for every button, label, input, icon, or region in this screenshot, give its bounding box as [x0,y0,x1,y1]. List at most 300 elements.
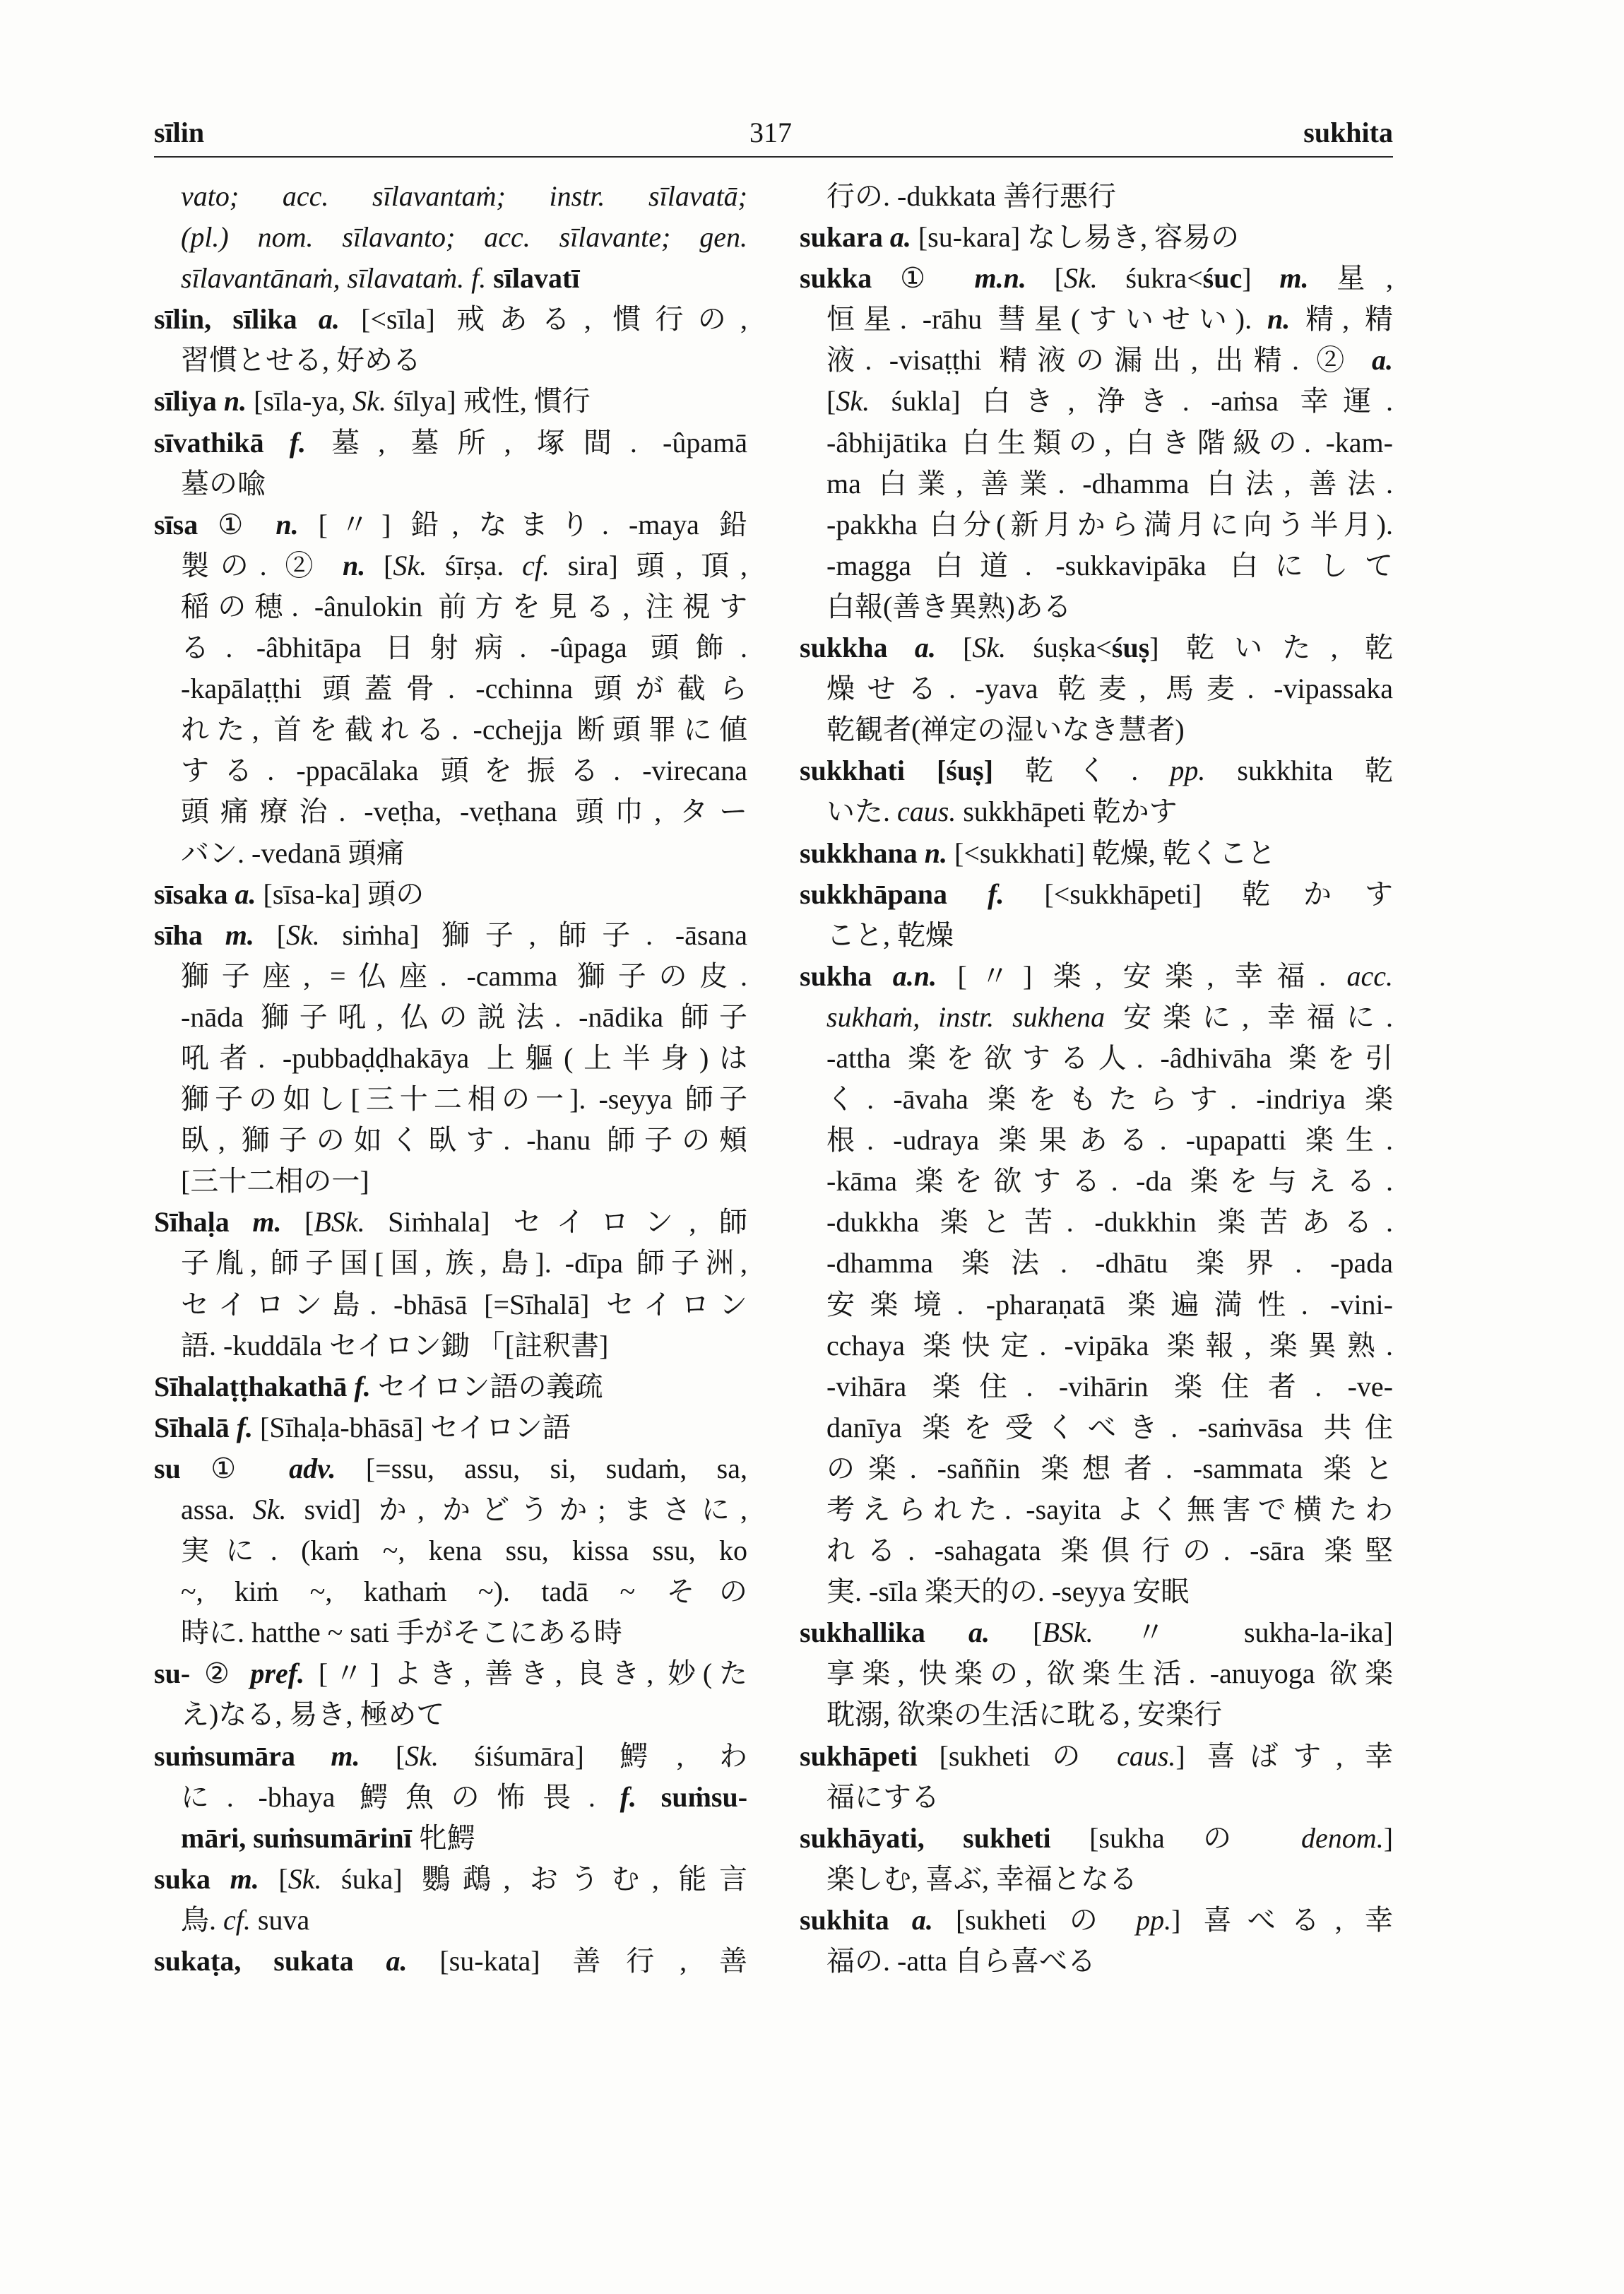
definition-text: 乾く. [993,755,1170,787]
entry-line [154,1120,747,1161]
italic-text: caus. [1117,1739,1176,1772]
definition-text: [sīsa-ka] 頭の [256,877,425,910]
headword: suṁsumāra [154,1739,331,1772]
entry-line [800,1859,1393,1900]
entry-line [154,1202,747,1243]
definition-text: [〃] 楽, 安楽, 幸福. [937,959,1347,992]
definition-text: cchaya 楽快定. -vipāka 楽報, 楽異熟. [826,1329,1393,1361]
definition-text: [sukheti の [917,1739,1118,1772]
right-column [800,176,1393,1982]
entry-line [154,1694,747,1735]
entry-line [800,627,1393,668]
definition-text: [ [935,632,973,664]
headword: suka [154,1862,230,1895]
entry-line [154,956,747,997]
running-head-left: sīlin [154,117,205,148]
italic-text: pp. [1136,1903,1172,1936]
headword: sukhita [800,1903,912,1936]
definition-text: [ [254,918,286,951]
definition-text: 考えられた. -sayita よく無害で横たわ [826,1494,1393,1525]
definition-text: 墓の喩 [181,467,266,499]
entry-line [800,1941,1393,1982]
definition-text: -nāda 獅子吼, 仏の説法. -nādika 師子 [181,1000,747,1033]
dictionary-entry [154,504,747,874]
part-of-speech: f. [354,1370,371,1402]
definition-text: 燥せる. -yava 乾麦, 馬麦. -vipassaka [826,673,1393,705]
dictionary-entry [800,874,1393,956]
entry-line [154,833,747,874]
definition-text: 福の. -atta 自ら喜べる [826,1945,1096,1977]
part-of-speech: a. [318,303,340,336]
definition-text: ] 乾いた, 乾 [1149,632,1393,664]
dictionary-entry [800,956,1393,1613]
headword: sukha [800,959,893,992]
entry-line [154,997,747,1038]
definition-text: -dukkha 楽と苦. -dukkhin 楽苦ある. [826,1206,1393,1238]
dictionary-entry [154,1448,747,1653]
entry-line [154,1038,747,1079]
entry-line [154,791,747,832]
entry-line [154,1161,747,1202]
dictionary-entry [800,1736,1393,1818]
definition-text: 享楽, 快楽の, 欲楽生活. -anuyoga 欲楽 [826,1657,1393,1690]
definition-text [636,1781,661,1813]
headword: sīha [154,918,225,951]
definition-text: 実に. (kaṁ ~, kena ssu, kissa ssu, ko [181,1535,747,1567]
headword: sīsa [154,508,218,540]
entry-line [800,1818,1393,1859]
dictionary-entry [154,1366,747,1407]
definition-text: いた. [826,796,897,828]
definition-text: suva [250,1903,310,1936]
entry-line [154,176,747,217]
part-of-speech: n. [275,508,299,540]
headword: sīsaka [154,877,235,910]
definition-text: assa. [181,1494,253,1525]
entry-line [800,1530,1393,1571]
headword: Sīhalaṭṭhakathā [154,1370,355,1402]
definition-text: [ [365,549,393,581]
definition-text: 安楽境. -pharaṇatā 楽遍満性. -vini- [826,1288,1393,1320]
entry-line [154,258,747,299]
definition-text: śukra< [1097,262,1203,295]
entry-line [800,1571,1393,1612]
entry-line [800,1243,1393,1284]
header-rule [154,156,1393,158]
part-of-speech: a. [889,221,911,254]
entry-line [154,1325,747,1366]
entry-line [154,1653,747,1694]
definition-text: [<sukkhati] 乾燥, 乾くこと [947,836,1276,869]
entry-line [154,874,747,915]
definition-text: -kapālaṭṭhi 頭蓋骨. -cchinna 頭が截ら [181,673,747,705]
part-of-speech: pref. [250,1657,305,1690]
headword: māri, suṁsumārinī [181,1821,412,1854]
italic-text: (pl.) nom. sīlavanto; acc. sīlavante; gen. [181,221,747,254]
definition-text: 福にする [826,1780,940,1813]
definition-text: -dhamma 楽法. -dhātu 楽界. -pada [826,1247,1393,1279]
definition-text: -kāma 楽を欲する. -da 楽を与える. [826,1165,1393,1198]
entry-line [800,504,1393,545]
definition-text: 獅子の如し[三十二相の一]. -seyya 師子 [181,1083,747,1116]
definition-text: 〃 sukha-la-ika] [1093,1616,1394,1649]
entry-line [800,258,1393,299]
entry-line [154,1612,747,1653]
definition-text: [sukheti の [932,1903,1137,1936]
entry-line [800,1653,1393,1694]
dictionary-entry [800,750,1393,832]
dictionary-entry [154,1859,747,1941]
dictionary-entry [800,833,1393,874]
italic-text: Sk. [836,385,870,418]
entry-line [154,422,747,463]
entry-line [154,709,747,750]
headword: sukkha [800,632,915,664]
entry-line [800,422,1393,463]
entry-line [154,504,747,545]
entry-line [800,176,1393,217]
definition-text: 獅子座, =仏座. -camma 獅子の皮. [181,959,747,992]
definition-text: ② [203,1657,251,1690]
part-of-speech: m. [225,918,254,951]
entry-line [800,997,1393,1038]
italic-text: Sk. [285,918,320,951]
dictionary-entry [154,1653,747,1735]
definition-text: 稲の穂. -ânulokin 前方を見る, 注視す [181,590,747,622]
entry-line [154,1736,747,1777]
headword: sīliya [154,385,224,418]
definition-text: 製の. ② [181,549,343,581]
definition-text: -pakkha 白分(新月から満月に向う半月). [826,508,1393,540]
definition-text: -âbhijātika 白生類の, 白き階級の. -kam- [826,426,1393,459]
definition-text: く. -āvaha 楽をもたらす. -indriya 楽 [826,1083,1393,1116]
part-of-speech: a. [235,877,256,910]
part-of-speech: a. [968,1616,990,1649]
dictionary-entry [154,1941,747,1982]
definition-text: Siṁhala] セイロン, 師 [364,1206,748,1238]
definition-text: 時に. hatthe ~ sati 手がそこにある時 [181,1616,622,1649]
part-of-speech: n. [1267,303,1291,336]
italic-text: Sk. [252,1494,287,1525]
dictionary-entry [800,258,1393,627]
entry-line [800,833,1393,874]
headword: sukhāyati, sukheti [800,1821,1051,1854]
definition-text: [Sīhaḷa-bhāsā] セイロン語 [253,1411,571,1443]
definition-text: śuṣka< [1006,632,1112,664]
entry-line [154,1941,747,1982]
definition-text: [ [360,1739,405,1772]
entry-line [154,299,747,340]
definition-text: 精, 精 [1290,303,1393,336]
headword: sukka [800,262,901,295]
definition-text: sukkhāpeti 乾かす [956,796,1178,828]
entry-line [800,709,1393,750]
part-of-speech: m. [1279,262,1309,295]
entry-line [154,463,747,504]
italic-text: Sk. [1063,262,1098,295]
headword: sukara [800,221,890,254]
definition-text: 根. -udraya 楽果ある. -upapatti 楽生. [826,1124,1393,1157]
entry-line [800,381,1393,422]
headword: sīlin, sīlika [154,303,319,336]
entry-line [800,1489,1393,1530]
definition-text: 星, [1308,262,1394,295]
entry-line [154,1284,747,1325]
italic-text: Sk. [972,632,1007,664]
definition-text: śīrṣa. [427,549,523,581]
definition-text: 耽溺, 欲楽の生活に耽る, 安楽行 [826,1698,1222,1731]
definition-text: する. -ppacālaka 頭を振る. -virecana [181,755,747,787]
dictionary-entry [154,915,747,1202]
entry-line [800,545,1393,586]
definition-text: [su-kara] なし易き, 容易の [911,221,1240,254]
part-of-speech: m. [331,1739,360,1772]
headword: sukkhana [800,836,925,869]
definition-text: ① [900,262,975,295]
entry-line [800,915,1393,956]
dictionary-entry [154,874,747,915]
definition-text: 白報(善き異熟)ある [826,590,1072,622]
italic-text: sīlavantānaṁ, sīlavataṁ. f. [181,262,494,295]
entry-line [800,1120,1393,1161]
entry-line [800,1777,1393,1818]
definition-text: 習慣とせる, 好める [181,344,421,377]
dictionary-entry [154,1407,747,1448]
definition-text: ① [211,1452,290,1484]
definition-text: [=ssu, assu, si, sudaṁ, sa, [336,1452,748,1484]
definition-text: 臥, 獅子の如く臥す. -hanu 師子の頰 [181,1124,747,1157]
dictionary-entry [154,422,747,504]
entry-line [800,1900,1393,1941]
definition-text: 吼者. -pubbaḍḍhakāya 上軀(上半身)は [181,1041,747,1074]
entry-line [154,915,747,956]
definition-text: svid] か, かどうか; まさに, [286,1494,748,1525]
running-head-right: sukhita [1303,117,1393,148]
definition-text: の楽. -saññin 楽想者. -sammata 楽と [826,1452,1393,1484]
entry-line [800,1079,1393,1120]
part-of-speech: n. [924,836,948,869]
entry-line [800,1448,1393,1489]
entry-line [154,1407,747,1448]
headword: sukkhati [śuṣ] [800,755,994,787]
part-of-speech: a. [1372,344,1393,377]
italic-text: cf. [522,549,550,581]
definition-text: セイロン島. -bhāsā [=Sīhalā] セイロン [181,1288,747,1320]
definition-text: 語. -kuddāla セイロン鋤 「[註釈書] [181,1329,609,1361]
definition-text: -vihāra 楽住. -vihārin 楽住者. -ve- [826,1370,1393,1402]
definition-text: śukla] 白き, 浄き. -aṁsa 幸運. [870,385,1393,418]
entry-line [154,1530,747,1571]
definition-text: [ [281,1206,314,1238]
entry-line [800,668,1393,709]
dictionary-entry [154,299,747,381]
definition-text: ma 白業, 善業. -dhamma 白法, 善法. [826,467,1393,499]
entry-line [154,1900,747,1941]
definition-text: -attha 楽を欲する人. -âdhivāha 楽を引 [826,1041,1393,1074]
definition-text: [ [826,385,836,418]
headword: su- [154,1657,204,1690]
entry-line [800,1366,1393,1407]
definition-text: 墓, 墓所, 塚間. -ûpamā [306,426,747,459]
definition-text: ] 喜ばす, 幸 [1175,1739,1393,1772]
definition-text: [<sīla] 戒ある, 慣行の, [339,303,747,336]
definition-text: śuka] 鸚鵡, おうむ, 能言 [321,1862,748,1895]
definition-text: 鳥. [181,1903,223,1936]
entry-line [154,1366,747,1407]
italic-text: BSk. [314,1206,365,1238]
definition-text: ① [218,508,276,540]
dictionary-entry [800,627,1393,750]
headword: sukhāpeti [800,1739,918,1772]
italic-text: denom. [1301,1821,1384,1854]
entry-line [800,299,1393,340]
definition-text: sira] 頭, 頂, [549,549,748,581]
entry-line [800,1407,1393,1448]
part-of-speech: a. [911,1903,933,1936]
italic-text: BSk. [1042,1616,1093,1649]
part-of-speech: m.n. [974,262,1026,295]
entry-line [800,586,1393,627]
definition-text: [<sukkhāpeti] 乾かす [1004,877,1394,910]
italic-text: Sk. [288,1862,322,1895]
definition-text: 乾観者(禅定の湿いなき慧者) [826,714,1185,746]
page-number: 317 [749,117,792,148]
entry-line [800,874,1393,915]
italic-text: sukhaṁ, instr. sukhena [826,1000,1106,1033]
entry-line [154,545,747,586]
entry-line [800,956,1393,997]
definition-text: [〃] 鉛, なまり. -maya 鉛 [298,508,747,540]
entry-line [800,1325,1393,1366]
part-of-speech: n. [343,549,366,581]
entry-line [800,750,1393,791]
dictionary-entry [800,1818,1393,1900]
dictionary-entry [154,1736,747,1859]
headword: śuṣ [1111,632,1150,664]
part-of-speech: f. [988,877,1004,910]
definition-text: 液. -visaṭṭhi 精液の漏出, 出精. ② [826,344,1372,377]
italic-text: pp. [1170,755,1206,787]
definition-text: 行の. -dukkata 善行悪行 [826,180,1116,212]
entry-line [154,668,747,709]
dictionary-entry [800,176,1393,217]
dictionary-entry [800,1612,1393,1735]
headword: sukaṭa, sukata [154,1945,386,1977]
entry-line [800,1694,1393,1735]
definition-text: danīya 楽を受くべき. -saṁvāsa 共住 [826,1411,1393,1443]
definition-text: śiśumāra] 鰐, わ [439,1739,747,1772]
definition-text: る. -âbhitāpa 日射病. -ûpaga 頭飾. [181,632,747,664]
entry-line [800,791,1393,832]
entry-line [154,750,747,791]
definition-text: 恒星. -rāhu 彗星(すいせい). [826,303,1267,336]
part-of-speech: adv. [289,1452,336,1484]
definition-text: [ [259,1862,288,1895]
italic-text: cf. [223,1903,251,1936]
part-of-speech: m. [230,1862,259,1895]
entry-line [154,1448,747,1489]
entry-line [154,627,747,668]
entry-line [800,463,1393,504]
part-of-speech: f. [236,1411,254,1443]
entry-line [154,340,747,381]
entry-line [800,1202,1393,1243]
definition-text: に. -bhaya 鰐魚の怖畏. [181,1780,620,1813]
italic-text: Sk. [393,549,427,581]
definition-text: ] [1383,1821,1394,1854]
definition-text: バン. -vedanā 頭痛 [181,836,405,869]
definition-text: -magga 白道. -sukkavipāka 白にして [826,549,1393,581]
italic-text: Sk. [405,1739,439,1772]
entry-line [800,217,1393,258]
entry-line [154,1859,747,1900]
entry-line [800,1038,1393,1079]
part-of-speech: n. [223,385,247,418]
definition-text: 牝鰐 [411,1821,475,1854]
italic-text: vato; acc. sīlavantaṁ; instr. sīlavatā; [181,180,747,212]
definition-text: siṁha] 獅子, 師子. -āsana [319,918,747,951]
definition-text: 実. -sīla 楽天的の. -seyya 安眠 [826,1575,1190,1608]
italic-text: caus. [897,796,956,828]
definition-text: [sīla-ya, [247,385,353,418]
dictionary-entry [154,176,747,299]
definition-text: セイロン語の義疏 [370,1370,603,1402]
definition-text: sukkhita 乾 [1205,755,1393,787]
left-column [154,176,747,1982]
entry-line [800,1612,1393,1653]
headword: Sīhaḷa [154,1206,253,1238]
italic-text: Sk. [352,385,386,418]
headword: Sīhalā [154,1411,237,1443]
headword: sīvathikā [154,426,290,459]
dictionary-entry [154,1202,747,1366]
definition-text: れた, 首を截れる. -cchejja 断頭罪に値 [181,714,747,746]
part-of-speech: a. [914,632,936,664]
entry-line [800,340,1393,381]
headword: sīlavatī [493,262,580,295]
definition-text: śīlya] 戒性, 慣行 [386,385,591,418]
entry-line [800,1161,1393,1202]
part-of-speech: f. [620,1780,636,1813]
definition-text: ] 喜べる, 幸 [1171,1903,1393,1936]
headword: sukkhāpana [800,877,988,910]
entry-line [154,1243,747,1284]
part-of-speech: f. [289,426,307,459]
headword: śuc [1202,262,1243,295]
entry-line [154,586,747,627]
definition-text: 安楽に, 幸福に. [1105,1000,1393,1033]
definition-text: え)なる, 易き, 極めて [181,1698,445,1731]
entry-line [154,381,747,422]
dictionary-entry [800,1900,1393,1982]
definition-text: [三十二相の一] [181,1165,369,1198]
dictionary-entry [800,217,1393,258]
definition-text: [su-kata] 善行, 善 [407,1945,747,1977]
entry-line [800,1284,1393,1325]
entry-line [154,1489,747,1530]
headword: sukhallika [800,1616,969,1649]
definition-text: [sukha の [1050,1821,1302,1854]
entry-line [154,1571,747,1612]
entry-line [154,1818,747,1859]
part-of-speech: a.n. [892,959,937,992]
definition-text: れる. -sahagata 楽倶行の. -sāra 楽堅 [826,1535,1393,1567]
definition-text: 子胤, 師子国[国, 族, 島]. -dīpa 師子洲, [181,1247,747,1279]
definition-text: [〃] よき, 善き, 良き, 妙(た [304,1657,747,1690]
definition-text: [ [990,1616,1043,1649]
part-of-speech: a. [386,1945,408,1977]
definition-text: こと, 乾燥 [826,918,954,951]
